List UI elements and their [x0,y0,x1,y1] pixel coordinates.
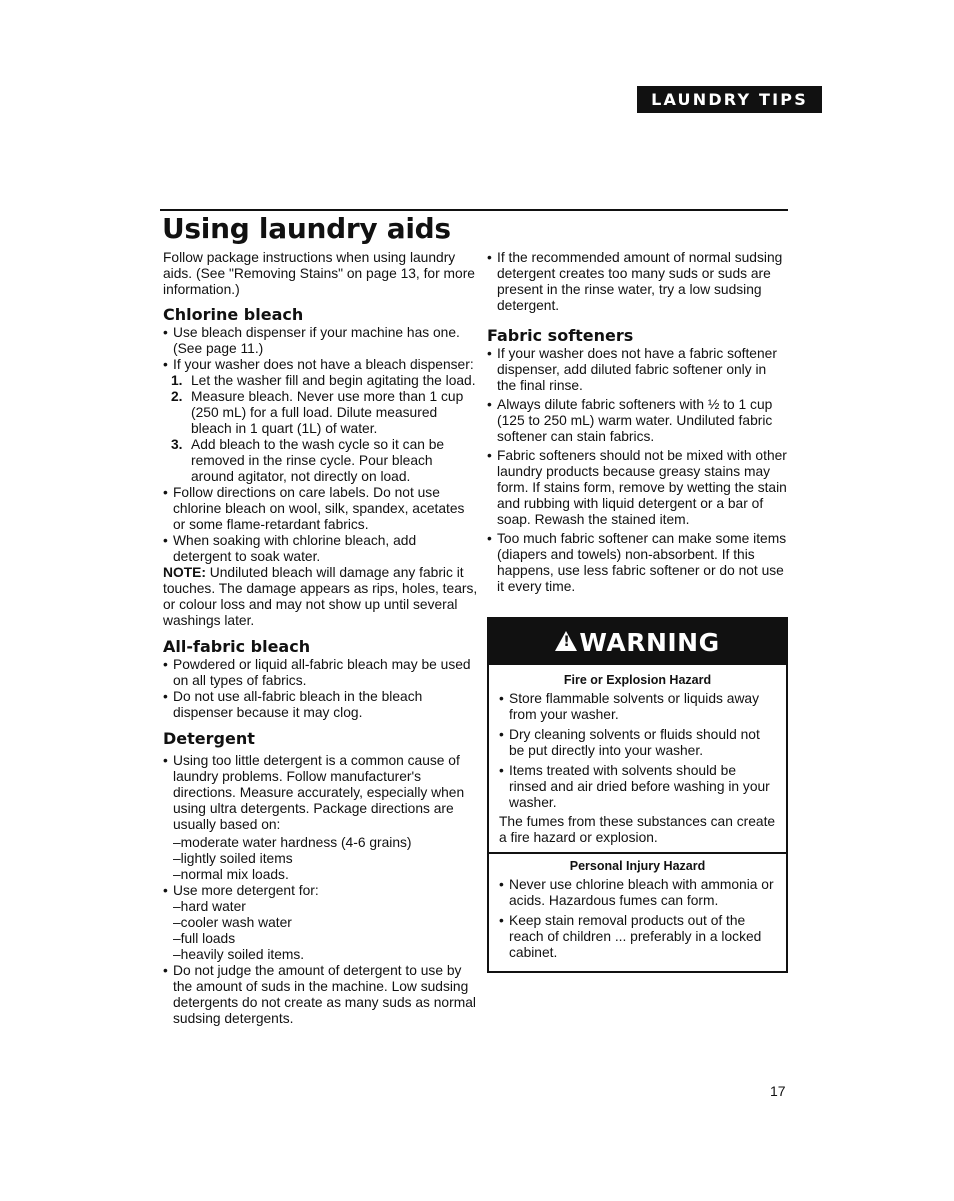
page-title: Using laundry aids [162,212,451,245]
list-item: • Use bleach dispenser if your machine has one. (See page 11.) [163,325,478,357]
fire-hazard-section [489,665,786,846]
fabric-softeners-heading: Fabric softeners [487,326,634,345]
list-item: • Always dilute fabric softeners with ½ to 1 cup (125 to 250 mL) warm water. Undiluted fabric softener can stain fabrics. [487,397,787,445]
list-item [163,883,478,963]
note-text [163,565,478,629]
dash-item: –hard water [173,899,246,914]
list-item: • Fabric softeners should not be mixed with other laundry products because greasy stains may form. If stains form, remove by wetting the stain and rubbing with liquid detergent or a bar of soap. Rewash the stained item. [487,448,787,528]
detergent-list [163,753,478,1027]
warning-triangle-icon [555,631,577,651]
list-item: • Dry cleaning solvents or fluids should not be put directly into your washer. [499,727,776,759]
section-tab: LAUNDRY TIPS [637,86,822,113]
detergent-b1-text: Using too little detergent is a common cause of laundry problems. Follow manufacturer's directions. Measure accurately, especially when using ultra detergents. Package directions are usually based on: [173,753,465,832]
list-item: • Do not judge the amount of detergent to use by the amount of suds in the machine. Low sudsing detergents do not create as many suds as normal sudsing detergents. [163,963,478,1027]
step-item: 2. Measure bleach. Never use more than 1 cup (250 mL) for a full load. Dilute measured bleach in 1 quart (1L) of water. [171,389,478,437]
list-item: • Follow directions on care labels. Do not use chlorine bleach on wool, silk, spandex, acetates or some flame-retardant fabrics. [163,485,478,533]
list-item: • Too much fabric softener can make some items (diapers and towels) non-absorbent. If this happens, use less fabric softener or do not use it every time. [487,531,787,595]
fire-hazard-text: The fumes from these substances can create a fire hazard or explosion. [499,814,776,845]
dash-item: –full loads [173,931,236,946]
all-fabric-list [163,657,478,721]
note-body: Undiluted bleach will damage any fabric it touches. The damage appears as rips, holes, tears, or colour loss and may not show up until several washings later. [163,565,478,628]
fire-hazard-list [499,691,776,811]
list-item [163,753,478,883]
sudsing-list [487,250,787,314]
list-item: • Keep stain removal products out of the reach of children ... preferably in a locked cabinet. [499,913,776,961]
chlorine-bleach-heading: Chlorine bleach [163,305,304,324]
list-item: • If your washer does not have a bleach dispenser: [163,357,478,373]
warning-banner [489,619,786,665]
detergent-heading: Detergent [163,729,255,748]
note-label: NOTE: [163,565,206,580]
injury-hazard-section [489,858,786,961]
list-item: • Items treated with solvents should be rinsed and air dried before washing in your washer. [499,763,776,811]
list-item: • If your washer does not have a fabric softener dispenser, add diluted fabric softener only in the final rinse. [487,346,787,394]
detergent-b2-text: Use more detergent for: [173,883,319,898]
injury-hazard-heading: Personal Injury Hazard [569,859,706,873]
intro-text: Follow package instructions when using laundry aids. (See "Removing Stains" on page 13, for more information.) [163,250,475,297]
warning-box [487,617,788,973]
list-item: • When soaking with chlorine bleach, add detergent to soak water. [163,533,478,565]
list-item: • Powdered or liquid all-fabric bleach may be used on all types of fabrics. [163,657,478,689]
dash-item: –normal mix loads. [173,867,289,882]
warning-divider [489,852,786,854]
injury-hazard-list [499,877,776,961]
page-number: 17 [770,1083,786,1099]
list-item: • Never use chlorine bleach with ammonia or acids. Hazardous fumes can form. [499,877,776,909]
warning-label: WARNING [579,627,720,657]
dash-item: –cooler wash water [173,915,292,930]
fabric-softeners-list [487,346,787,595]
dash-item: –lightly soiled items [173,851,293,866]
dash-item: –moderate water hardness (4-6 grains) [173,835,412,850]
list-item: • If the recommended amount of normal sudsing detergent creates too many suds or suds are present in the rinse water, try a low sudsing detergent. [487,250,787,314]
step-item: 1. Let the washer fill and begin agitating the load. [171,373,478,389]
all-fabric-bleach-heading: All-fabric bleach [163,637,311,656]
fire-hazard-heading: Fire or Explosion Hazard [563,673,712,687]
chlorine-steps [163,373,478,485]
chlorine-bleach-list-2 [163,485,478,565]
left-column [163,250,478,1027]
step-item: 3. Add bleach to the wash cycle so it can be removed in the rinse cycle. Pour bleach around agitator, not directly on load. [171,437,478,485]
chlorine-bleach-list [163,325,478,373]
dash-item: –heavily soiled items. [173,947,305,962]
right-column [487,250,787,595]
title-rule [160,209,788,211]
list-item: • Store flammable solvents or liquids away from your washer. [499,691,776,723]
list-item: • Do not use all-fabric bleach in the bleach dispenser because it may clog. [163,689,478,721]
